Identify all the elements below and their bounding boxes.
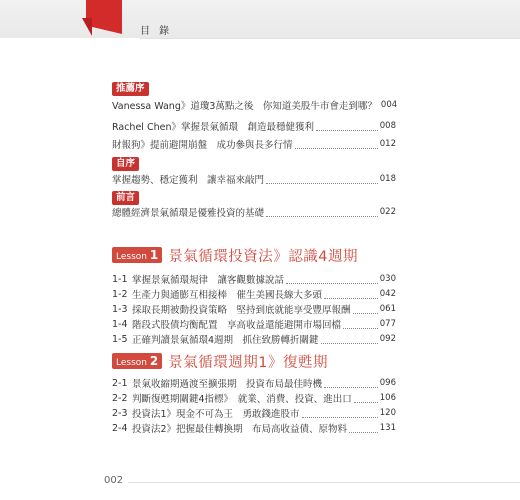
toc-item[interactable] (112, 287, 396, 301)
toc-item-number: 2-1 (112, 377, 128, 389)
lesson-badge-prefix: Lesson (116, 252, 147, 262)
toc-entry[interactable] (112, 98, 396, 112)
toc-item[interactable] (112, 272, 396, 286)
leader-dots (354, 394, 378, 403)
toc-entry-text: 財報狗》提前避開崩盤 成功參與長多行情 (112, 140, 293, 151)
header-divider (140, 38, 520, 39)
toc-entry-page: 008 (379, 121, 396, 131)
lesson-badge-number: 1 (149, 248, 159, 262)
page-number: 002 (104, 475, 124, 486)
toc-item-page: 030 (379, 274, 396, 284)
lesson-badge-number: 2 (149, 354, 159, 368)
toc-entry[interactable] (112, 172, 396, 186)
toc-item-text: 景氣收縮期過渡至擴張期 投資布局最佳時機 (132, 379, 323, 390)
toc-item-number: 1-4 (112, 318, 128, 330)
toc-entry-page: 018 (379, 174, 396, 184)
toc-item-number: 1-2 (112, 288, 128, 300)
toc-item-text: 採取長期被動投資策略 堅持到底就能享受豐厚報酬 (132, 305, 351, 316)
toc-item-text: 掌握景氣循環規律 讓客觀數據說話 (132, 275, 285, 286)
toc-item-text: 投資法1》現金不可為王 勇敢錢進股市 (132, 409, 300, 420)
leader-dots (302, 409, 378, 418)
leader-dots (266, 175, 378, 184)
toc-entry-page: 004 (380, 100, 398, 110)
lesson-badge (112, 247, 162, 263)
toc-item[interactable] (112, 421, 396, 435)
toc-item[interactable] (112, 332, 396, 346)
section-tag-preface: 自序 (112, 157, 139, 171)
toc-item-text: 正確判讀景氣循環4週期 抓住致勝轉折關鍵 (132, 335, 319, 346)
toc-item-text: 判斷復甦期關鍵4指標》 就業、消費、投資、進出口 (132, 394, 352, 405)
toc-entry-text: 總體經濟景氣循環是優雅投資的基礎 (112, 208, 265, 219)
toc-entry-page: 012 (379, 139, 396, 149)
toc-item[interactable] (112, 376, 396, 390)
leader-dots (316, 122, 378, 131)
leader-dots (343, 320, 378, 329)
footer-divider (128, 482, 520, 483)
toc-item-page: 061 (379, 304, 396, 314)
toc-item-page: 120 (379, 408, 396, 418)
toc-item-number: 1-3 (112, 303, 128, 315)
leader-dots (266, 208, 378, 217)
leader-dots (324, 379, 378, 388)
lesson-title: 景氣循環週期1》復甦期 (168, 354, 328, 371)
toc-entry-text: Rachel Chen》掌握景氣循環 創造最穩健獲利 (112, 122, 314, 133)
toc-item[interactable] (112, 406, 396, 420)
leader-dots (349, 424, 378, 433)
toc-item-number: 2-4 (112, 422, 128, 434)
leader-dots (321, 335, 378, 344)
toc-item-text: 生產力與通膨互相接棒 催生美國長線大多頭 (132, 290, 323, 301)
toc-item-page: 042 (379, 289, 396, 299)
toc-entry-page: 022 (379, 207, 396, 217)
toc-entry[interactable] (112, 137, 396, 151)
toc-item-page: 131 (379, 423, 396, 433)
toc-entry-text: Vanessa Wang》道瓊3萬點之後 你知道美股牛市會走到哪？ (112, 101, 377, 112)
toc-entry[interactable] (112, 119, 396, 133)
toc-item[interactable] (112, 391, 396, 405)
lesson-title: 景氣循環投資法》認識4週期 (168, 248, 358, 265)
toc-item-number: 1-5 (112, 333, 128, 345)
lesson-heading-1[interactable] (112, 245, 358, 265)
leader-dots (295, 140, 378, 149)
toc-item[interactable] (112, 317, 396, 331)
leader-dots (324, 290, 378, 299)
toc-item-number: 2-2 (112, 392, 128, 404)
toc-item-page: 096 (379, 378, 396, 388)
lesson-heading-2[interactable] (112, 351, 328, 371)
toc-item-page: 077 (379, 319, 396, 329)
toc-item-page: 106 (379, 393, 396, 403)
toc-item-number: 1-1 (112, 273, 128, 285)
section-tag-recommendation: 推薦序 (112, 82, 149, 96)
toc-item-text: 階段式股債均衡配置 享高收益還能避開市場回檔 (132, 320, 342, 331)
toc-item-text: 投資法2》把握最佳轉換期 布局高收益債、原物料 (132, 424, 348, 435)
toc-item-page: 092 (379, 334, 396, 344)
header-band (0, 0, 520, 38)
toc-item[interactable] (112, 302, 396, 316)
toc-item-number: 2-3 (112, 407, 128, 419)
lesson-badge-prefix: Lesson (116, 358, 147, 368)
lesson-badge (112, 353, 162, 369)
toc-entry-text: 掌握趨勢、穩定獲利 讓幸福來敲門 (112, 175, 265, 186)
leader-dots (353, 305, 378, 314)
section-tag-foreword: 前言 (112, 191, 139, 205)
leader-dots (286, 275, 378, 284)
toc-entry[interactable] (112, 205, 396, 219)
page-title: 目 錄 (140, 26, 173, 37)
